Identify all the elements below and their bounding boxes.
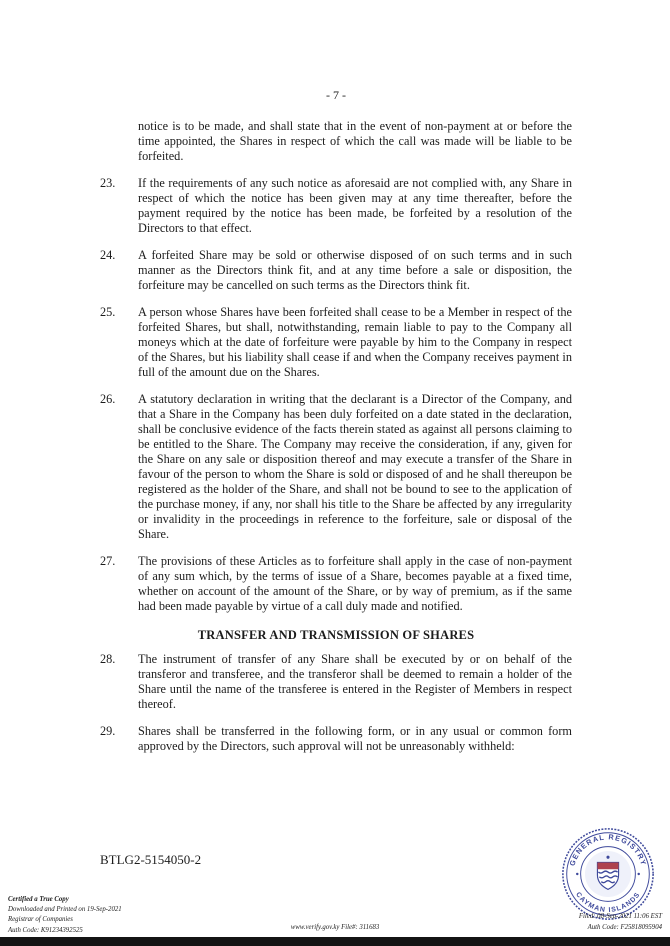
paragraph-text: A forfeited Share may be sold or otherwise disposed of on such terms and in such manner as the Directors think fit, and at any time before a sale or disposition, the forfeiture may be cancelled on such terms as the Directors think fit. [138, 248, 572, 292]
footer-certification-line: Certified a True Copy [8, 896, 69, 903]
paragraph-number [100, 119, 138, 164]
paragraph-number: 24. [100, 248, 116, 262]
paragraph-text: If the requirements of any such notice as aforesaid are not complied with, any Share in respect of which the notice has been given may at any time thereafter, before the payment required by the notice has been made, be forfeited by a resolution of the Directors to that effect. [138, 176, 572, 235]
paragraph-text: The instrument of transfer of any Share shall be executed by or on behalf of the transferor and transferee, and the transferor shall be deemed to remain a holder of the Share until the name of the transferee is entered in the Register of Members in respect thereof. [138, 652, 572, 711]
paragraph-text: The provisions of these Articles as to forfeiture shall apply in the case of non-payment of any sum which, by the terms of issue of a Share, becomes payable at a fixed time, whether on account of the amount of the Share, or by way of premium, as if the same had been made payable by virtue of a call duly made and notified. [138, 554, 572, 613]
paragraph-number: 27. [100, 554, 116, 568]
paragraph [100, 554, 572, 614]
seal-crest-chief [597, 862, 618, 869]
paragraph-list [100, 119, 572, 754]
paragraph [100, 119, 572, 164]
footer-certification-line: Registrar of Companies [8, 916, 73, 924]
paragraph-number: 29. [100, 724, 116, 738]
footer-url: www.verify.gov.ky File#: 311683 [290, 924, 380, 931]
paragraph-number: 26. [100, 392, 116, 406]
footer-filing-line: Auth Code: F25818095904 [587, 923, 662, 931]
paragraph-number: 23. [100, 176, 116, 190]
paragraph [100, 652, 572, 712]
paragraph-number: 25. [100, 305, 116, 319]
paragraph-number: 28. [100, 652, 116, 666]
footer-filing [579, 912, 662, 934]
footer-certification-line: Auth Code: K91234392525 [8, 926, 83, 934]
bottom-bar [0, 937, 670, 946]
seal-dot-left [576, 873, 578, 875]
registry-seal-icon [560, 826, 656, 922]
paragraph-text: A statutory declaration in writing that the declarant is a Director of the Company, and that a Share in the Company has been duly forfeited on a date stated in the declaration, shall be conclusive evidence of the facts therein stated as against all persons claiming to be entitled to the Share. The Company may receive the consideration, if any, given for the Share on any sale or disposition thereof and may execute a transfer of the Share in favour of the person to whom the Share is sold or disposed of and he shall thereupon be registered as the holder of the Share, and shall not be bound to see to the application of the purchase money, if any, nor shall his title to the Share be affected by any irregularity or invalidity in the proceedings in reference to the forfeiture, sale or disposal of the Share. [138, 392, 572, 541]
doc-ref: BTLG2-5154050-2 [100, 852, 202, 867]
seal-star [606, 856, 609, 859]
seal-dot-right [637, 873, 639, 875]
paragraph [100, 248, 572, 293]
seal-bottom-text: CAYMAN ISLANDS [574, 891, 642, 914]
page-number: - 7 - [326, 88, 346, 102]
paragraph-text: A person whose Shares have been forfeited shall cease to be a Member in respect of the forfeited Shares, but shall, notwithstanding, remain liable to pay to the Company all moneys which at the date of forfeiture were payable by him to the Company in respect of the Shares, but his liability shall cease if and when the Company receives payment in full of the amount due on the Shares. [138, 305, 572, 379]
footer-filing-line: Filed: 08-Sep-2021 11:06 EST [578, 913, 662, 920]
paragraph-text: notice is to be made, and shall state that in the event of non-payment at or before the time appointed, the Shares in respect of which the call was made will be liable to be forfeited. [138, 119, 572, 163]
section-heading: TRANSFER AND TRANSMISSION OF SHARES [197, 628, 475, 642]
footer-certification-line: Downloaded and Printed on 19-Sep-2021 [8, 906, 122, 914]
seal-top-text: GENERAL REGISTRY [567, 832, 649, 867]
paragraph [100, 724, 572, 754]
document-page [100, 88, 572, 766]
paragraph [100, 176, 572, 236]
paragraph [100, 305, 572, 380]
paragraph [100, 392, 572, 542]
paragraph-text: Shares shall be transferred in the following form, or in any usual or common form approved by the Directors, such approval will not be unreasonably withheld: [138, 724, 572, 753]
